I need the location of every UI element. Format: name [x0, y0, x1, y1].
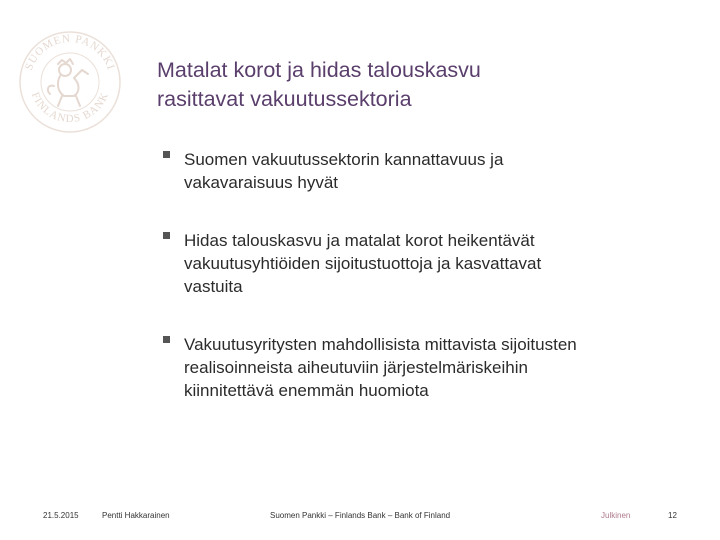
svg-text:SUOMEN PANKKI: SUOMEN PANKKI: [23, 32, 117, 72]
footer-organization: Suomen Pankki – Finlands Bank – Bank of Finland: [270, 511, 451, 520]
bullet-line: kiinnitettävä enemmän huomiota: [184, 381, 429, 400]
bullet-line: vakavaraisuus hyvät: [184, 173, 339, 192]
square-bullet-icon: [163, 336, 170, 343]
slide-title: [157, 56, 677, 114]
footer-page-number: 12: [668, 511, 677, 520]
bullet-item: [163, 229, 683, 298]
bullet-line: vakuutusyhtiöiden sijoitustuottoja ja kasvattavat: [184, 254, 542, 273]
bullet-text: [184, 148, 683, 194]
bullet-item: [163, 148, 683, 194]
bullet-line: realisoinneista aiheutuviin järjestelmäriskeihin: [184, 358, 528, 377]
slide-title-line: Matalat korot ja hidas talouskasvu: [157, 58, 481, 82]
bullet-list: [163, 148, 683, 402]
bullet-line: vastuita: [184, 277, 243, 296]
bullet-line: Vakuutusyritysten mahdollisista mittavista sijoitusten: [184, 335, 577, 354]
footer-classification: Julkinen: [601, 511, 631, 520]
svg-text:FINLANDS BANK: FINLANDS BANK: [28, 90, 112, 126]
bullet-line: Hidas talouskasvu ja matalat korot heikentävät: [184, 231, 535, 250]
bullet-line: Suomen vakuutussektorin kannattavuus ja: [184, 150, 504, 169]
bullet-text: [184, 333, 683, 402]
bullet-item: [163, 333, 683, 402]
footer-date: 21.5.2015: [43, 511, 79, 520]
square-bullet-icon: [163, 232, 170, 239]
bank-seal-logo: [18, 30, 122, 134]
footer-author: Pentti Hakkarainen: [102, 511, 170, 520]
slide-title-line: rasittavat vakuutussektoria: [157, 87, 412, 111]
bullet-text: [184, 229, 683, 298]
square-bullet-icon: [163, 151, 170, 158]
lion-emblem-icon: [48, 59, 88, 106]
